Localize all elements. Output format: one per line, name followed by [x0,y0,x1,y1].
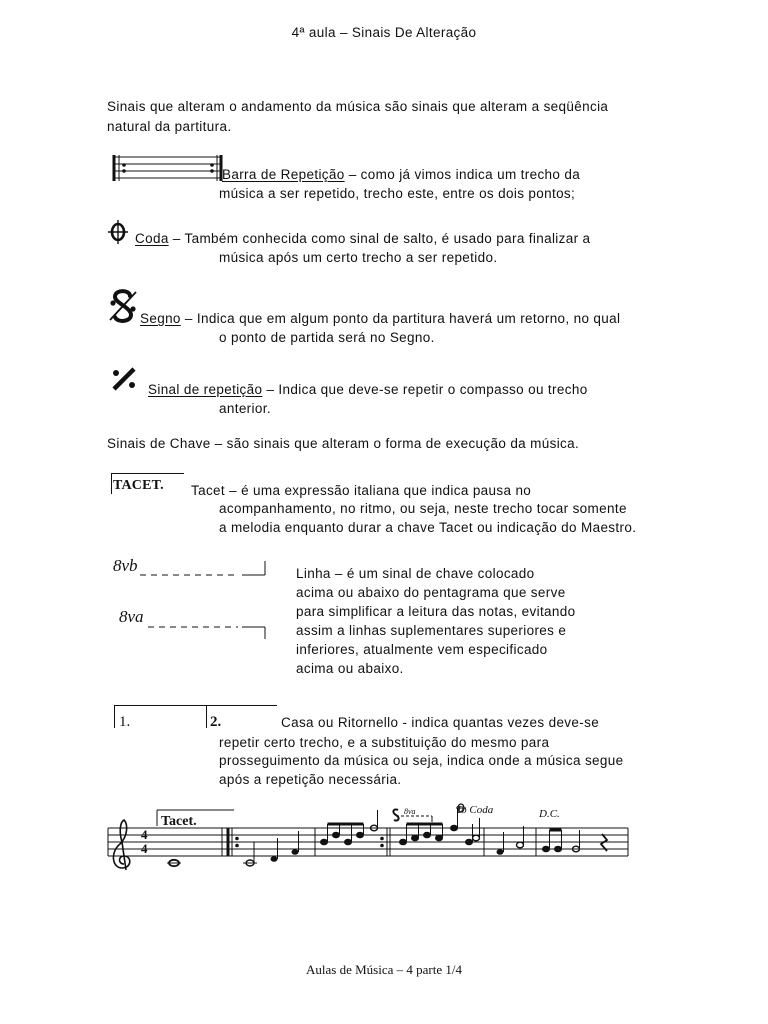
linha-line-6: acima ou abaixo. [296,661,404,676]
volta-label-2: 2. [210,714,222,730]
octave-alta-line [146,618,268,645]
linha-line-1: Linha – é um sinal de chave colocado [296,566,535,581]
time-sig-top: 4 [141,827,148,842]
segno-line-1 [140,309,620,328]
staff-tacet-label: Tacet. [161,814,197,829]
linha-line-4: assim a linhas suplementares superiores e [296,623,567,638]
volta-label-1: 1. [119,714,131,730]
linha-line-3: para simplificar a leitura das notas, evitando [296,604,576,619]
barra-term: Barra de Repetição [222,167,345,182]
segno-line-2: o ponto de partida será no Segno. [219,330,435,345]
page-title: 4ª aula – Sinais De Alteração [291,25,477,40]
barra-line-1 [222,165,580,184]
page-footer: Aulas de Música – 4 parte 1/4 [306,962,462,977]
staff-octave-label: 8va [404,807,416,816]
octave-alta-label: 8va [119,607,144,626]
repeticao-line-2: anterior. [219,401,271,416]
casa-line-1: Casa ou Ritornello - indica quantas vezes deve-se [281,715,600,730]
linha-line-5: inferiores, atualmente vem especificado [296,642,548,657]
repeticao-term: Sinal de repetição [148,382,263,397]
intro-line-2: natural da partitura. [107,119,232,134]
segno-rest: – Indica que em algum ponto da partitura haverá um retorno, no qual [180,311,621,326]
tacet-line-1: Tacet – é uma expressão italiana que indica pausa no [191,483,532,498]
time-sig-bottom: 4 [141,841,148,856]
segno-icon [106,286,140,331]
tacet-line-2: acompanhamento, no ritmo, ou seja, neste trecho tocar somente [219,501,627,516]
repeticao-rest: – Indica que deve-se repetir o compasso ou trecho [262,382,588,397]
casa-line-4: após a repetição necessária. [219,772,402,787]
coda-term: Coda [135,231,169,246]
coda-line-1 [135,229,590,248]
barra-line-2: música a ser repetido, trecho este, entre os dois pontos; [219,186,576,201]
repeat-barline-icon [114,154,222,187]
staff-dc: D.C. [539,808,560,820]
linha-line-2: acima ou abaixo do pentagrama que serve [296,585,566,600]
coda-line-2: música após um certo trecho a ser repetido. [219,250,498,265]
casa-line-3: prosseguimento da música ou seja, indica onde a música segue [219,753,624,768]
coda-rest: – Também conhecida como sinal de salto, é usado para finalizar a [168,231,591,246]
barra-rest: – como já vimos indica um trecho da [344,167,581,182]
intro-line-1: Sinais que alteram o andamento da música são sinais que alteram a seqüência [107,99,609,114]
tacet-line-3: a melodia enquanto durar a chave Tacet ou indicação do Maestro. [219,520,637,535]
segno-term: Segno [140,311,181,326]
octave-bassa-label: 8vb [113,556,138,575]
coda-icon [108,220,128,249]
chave-intro: Sinais de Chave – são sinais que alteram o forma de execução da música. [107,436,580,451]
tacet-box-label: TACET. [113,478,164,493]
casa-line-2: repetir certo trecho, e a substituição do mesmo para [219,735,550,750]
staff-to-coda: To Coda [456,804,494,816]
octave-bassa-line [138,560,268,583]
repeticao-line-1 [148,380,588,399]
measure-repeat-icon [110,367,138,396]
